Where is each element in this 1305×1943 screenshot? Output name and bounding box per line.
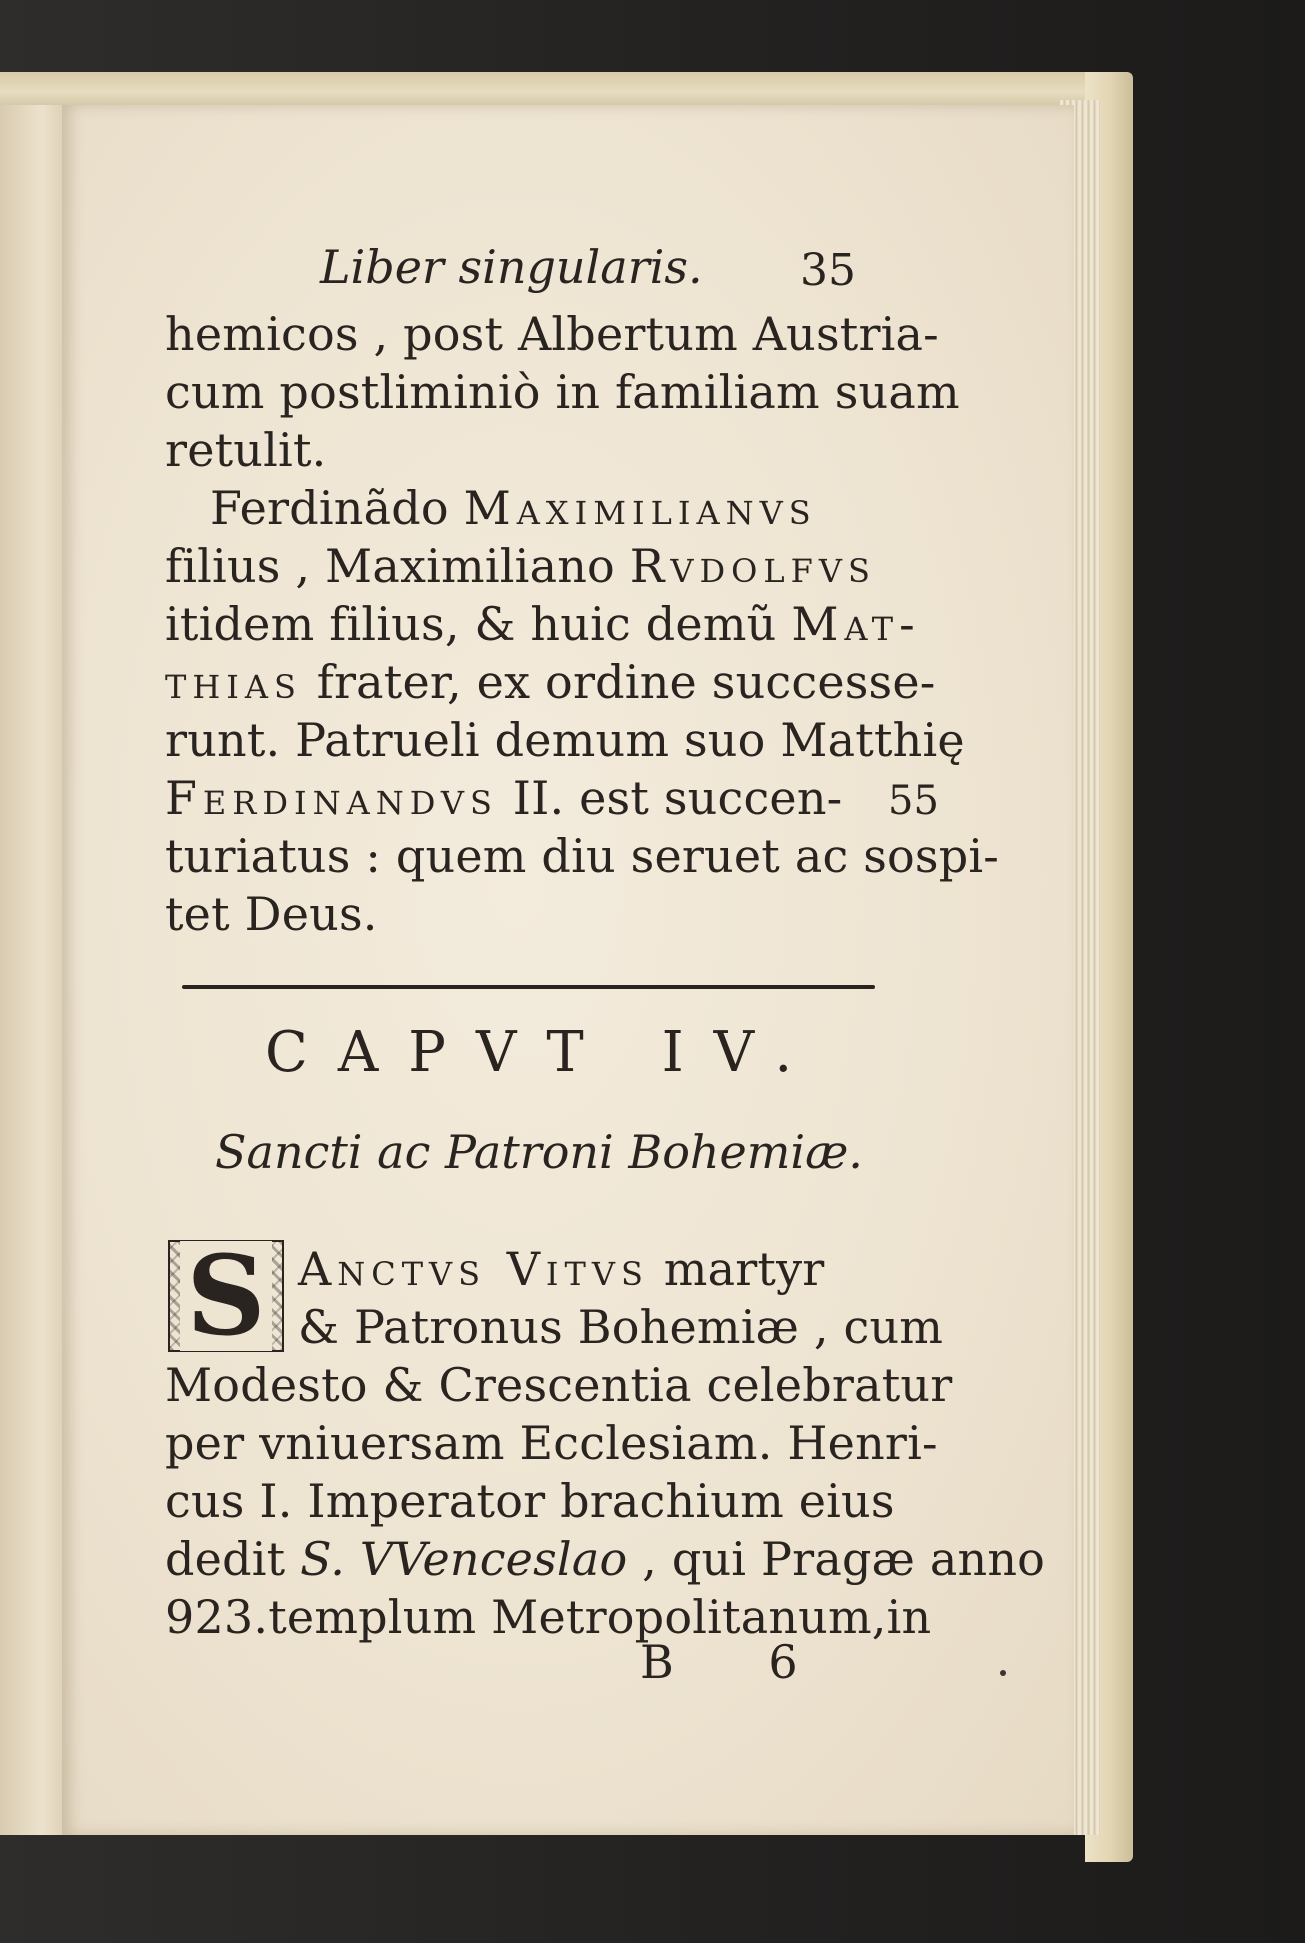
text-run: dedit	[165, 1532, 301, 1586]
running-head: Liber singularis.	[320, 240, 703, 294]
text-run: martyr	[648, 1242, 825, 1296]
margin-note: 55	[888, 778, 939, 824]
text-line: turiatus : quem diu seruet ac sospi-	[165, 829, 1000, 883]
text-run: frater, ex ordine successe-	[301, 655, 936, 709]
name-small-caps: Ferdinandvs	[165, 771, 498, 825]
text-line	[165, 1530, 1046, 1588]
initial-letter: S	[180, 1241, 271, 1351]
text-line	[298, 1240, 878, 1298]
text-line: per vniuersam Ecclesiam. Henri-	[165, 1416, 938, 1470]
name-small-caps: Mat-	[791, 597, 921, 651]
text-line: 923.templum Metropolitanum,in	[165, 1590, 932, 1644]
ink-speck	[1000, 1670, 1006, 1676]
text-line	[165, 769, 885, 827]
page-number: 35	[800, 245, 856, 296]
horizontal-rule	[182, 985, 875, 989]
text-line: tet Deus.	[165, 887, 378, 941]
text-line: hemicos , post Albertum Austria-	[165, 307, 939, 361]
chapter-subtitle: Sancti ac Patroni Bohemiæ.	[215, 1125, 863, 1179]
text-line	[210, 479, 930, 537]
name-italic: S. VVenceslao	[300, 1532, 628, 1586]
text-run: filius , Maximiliano	[165, 539, 630, 593]
text-line: & Patronus Bohemiæ , cum	[298, 1300, 944, 1354]
text-run: Ferdinãdo	[210, 481, 464, 535]
text-line: cum postliminiò in familiam suam	[165, 365, 960, 419]
text-line	[165, 595, 921, 653]
text-line: Modesto & Crescentia celebratur	[165, 1358, 953, 1412]
name-small-caps: Maximilianvs	[463, 481, 817, 535]
chapter-heading: CAPVT IV.	[265, 1020, 823, 1085]
text-line: runt. Patrueli demum suo Matthię	[165, 713, 965, 767]
name-small-caps: Anctvs Vitvs	[298, 1242, 649, 1296]
text-line	[165, 537, 885, 595]
text-line: retulit.	[165, 423, 327, 477]
name-small-caps: Rvdolfvs	[629, 539, 876, 593]
text-line	[165, 653, 936, 711]
text-run: , qui Pragæ anno	[627, 1532, 1046, 1586]
decorated-initial	[168, 1231, 284, 1360]
text-run: itidem filius, & huic demũ	[165, 597, 792, 651]
text-line: cus I. Imperator brachium eius	[165, 1474, 895, 1528]
name-small-caps: thias	[165, 655, 302, 709]
signature-mark: B 6	[640, 1635, 838, 1689]
text-run: II. est succen-	[497, 771, 843, 825]
